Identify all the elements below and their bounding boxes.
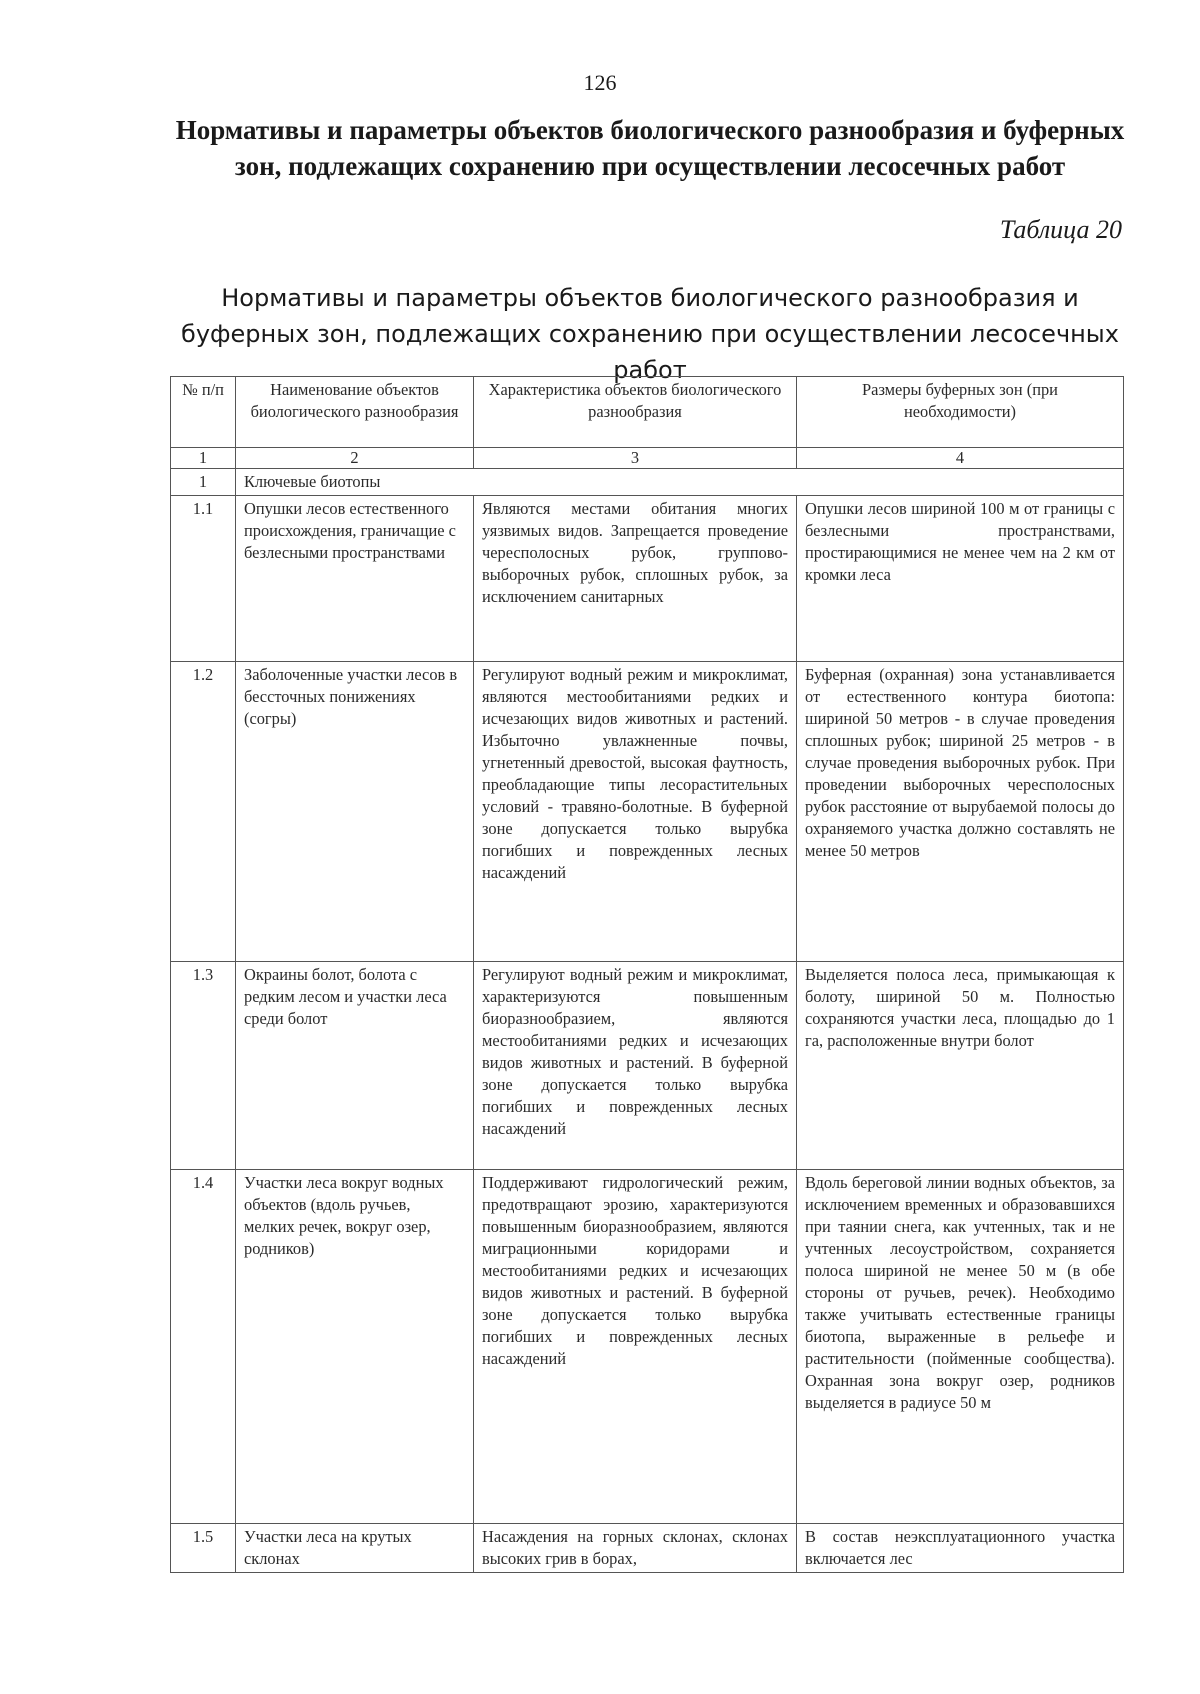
- document-title: Нормативы и параметры объектов биологического разнообразия и буферных зон, подлежащих сохранению при осуществлении лесосечных работ: [175, 115, 1125, 181]
- row-num: 1.5: [171, 1524, 236, 1573]
- section-num: 1: [171, 469, 236, 496]
- row-object-name: Окраины болот, болота с редким лесом и участки леса среди болот: [236, 962, 474, 1170]
- column-numbers-row: [171, 448, 1124, 469]
- section-name: Ключевые биотопы: [236, 469, 1124, 496]
- table-label: Таблица 20: [999, 215, 1122, 244]
- column-number: 2: [236, 448, 474, 469]
- table-header-row: [171, 377, 1124, 448]
- row-object-name: Участки леса вокруг водных объектов (вдоль ручьев, мелких речек, вокруг озер, родников): [236, 1170, 474, 1524]
- row-characteristic: Регулируют водный режим и микроклимат, являются местообитаниями редких и исчезающих видов животных и растений. Избыточно увлажненные почвы, угнетенный древостой, высокая фаутность, преобладающие типы лесорастительных условий - травяно-болотные. В буферной зоне допускается только вырубка погибших и поврежденных лесных насаждений: [474, 662, 797, 962]
- row-buffer-size: Вдоль береговой линии водных объектов, за исключением временных и образовавшихся при таянии снега, как учтенных, так и не учтенных лесоустройством, сохраняется полоса шириной не менее 50 м (в обе стороны от ручьев, речек). Необходимо также учитывать естественные границы биотопа, выраженные в рельефе и растительности (пойменные сообщества). Охранная зона вокруг озер, родников выделяется в радиусе 50 м: [797, 1170, 1124, 1524]
- column-number: 1: [171, 448, 236, 469]
- table-heading: Нормативы и параметры объектов биологического разнообразия и буферных зон, подлежащих сохранению при осуществлении лесосечных работ: [181, 284, 1119, 384]
- header-buffer-size: Размеры буферных зон (при необходимости): [797, 377, 1124, 448]
- table-row: [171, 662, 1124, 962]
- norms-table: [170, 376, 1124, 1573]
- column-number: 3: [474, 448, 797, 469]
- header-characteristic: Характеристика объектов биологического разнообразия: [474, 377, 797, 448]
- row-characteristic: Поддерживают гидрологический режим, предотвращают эрозию, характеризуются повышенным биоразнообразием, являются миграционными коридорами и местообитаниями редких и исчезающих видов животных и растений. В буферной зоне допускается только вырубка погибших и поврежденных лесных насаждений: [474, 1170, 797, 1524]
- table-row: [171, 962, 1124, 1170]
- column-number: 4: [797, 448, 1124, 469]
- row-buffer-size: Опушки лесов шириной 100 м от границы с безлесными пространствами, простирающимися не менее чем на 2 км от кромки леса: [797, 496, 1124, 662]
- row-characteristic: Регулируют водный режим и микроклимат, характеризуются повышенным биоразнообразием, являются местообитаниями редких и исчезающих видов животных и растений. В буферной зоне допускается только вырубка погибших и поврежденных лесных насаждений: [474, 962, 797, 1170]
- table-row: [171, 496, 1124, 662]
- page-number: 126: [583, 70, 617, 95]
- row-num: 1.4: [171, 1170, 236, 1524]
- row-object-name: Опушки лесов естественного происхождения, граничащие с безлесными пространствами: [236, 496, 474, 662]
- table-row: [171, 1170, 1124, 1524]
- row-num: 1.2: [171, 662, 236, 962]
- row-characteristic: Являются местами обитания многих уязвимых видов. Запрещается проведение чересполосных рубок, группово-выборочных рубок, сплошных рубок, за исключением санитарных: [474, 496, 797, 662]
- section-row: [171, 469, 1124, 496]
- row-num: 1.1: [171, 496, 236, 662]
- row-object-name: Заболоченные участки лесов в бессточных понижениях (согры): [236, 662, 474, 962]
- row-characteristic: Насаждения на горных склонах, склонах высоких грив в борах,: [474, 1524, 797, 1573]
- row-buffer-size: В состав неэксплуатационного участка включается лес: [797, 1524, 1124, 1573]
- row-object-name: Участки леса на крутых склонах: [236, 1524, 474, 1573]
- row-buffer-size: Буферная (охранная) зона устанавливается от естественного контура биотопа: шириной 50 метров - в случае проведения сплошных рубок; шириной 25 метров - в случае проведения выборочных рубок. При проведении выборочных чересполосных рубок расстояние от вырубаемой полосы до охраняемого участка должно составлять не менее 50 метров: [797, 662, 1124, 962]
- row-buffer-size: Выделяется полоса леса, примыкающая к болоту, шириной 50 м. Полностью сохраняются участки леса, площадью до 1 га, расположенные внутри болот: [797, 962, 1124, 1170]
- header-num: № п/п: [171, 377, 236, 448]
- table-row: [171, 1524, 1124, 1573]
- header-object-name: Наименование объектов биологического разнообразия: [236, 377, 474, 448]
- row-num: 1.3: [171, 962, 236, 1170]
